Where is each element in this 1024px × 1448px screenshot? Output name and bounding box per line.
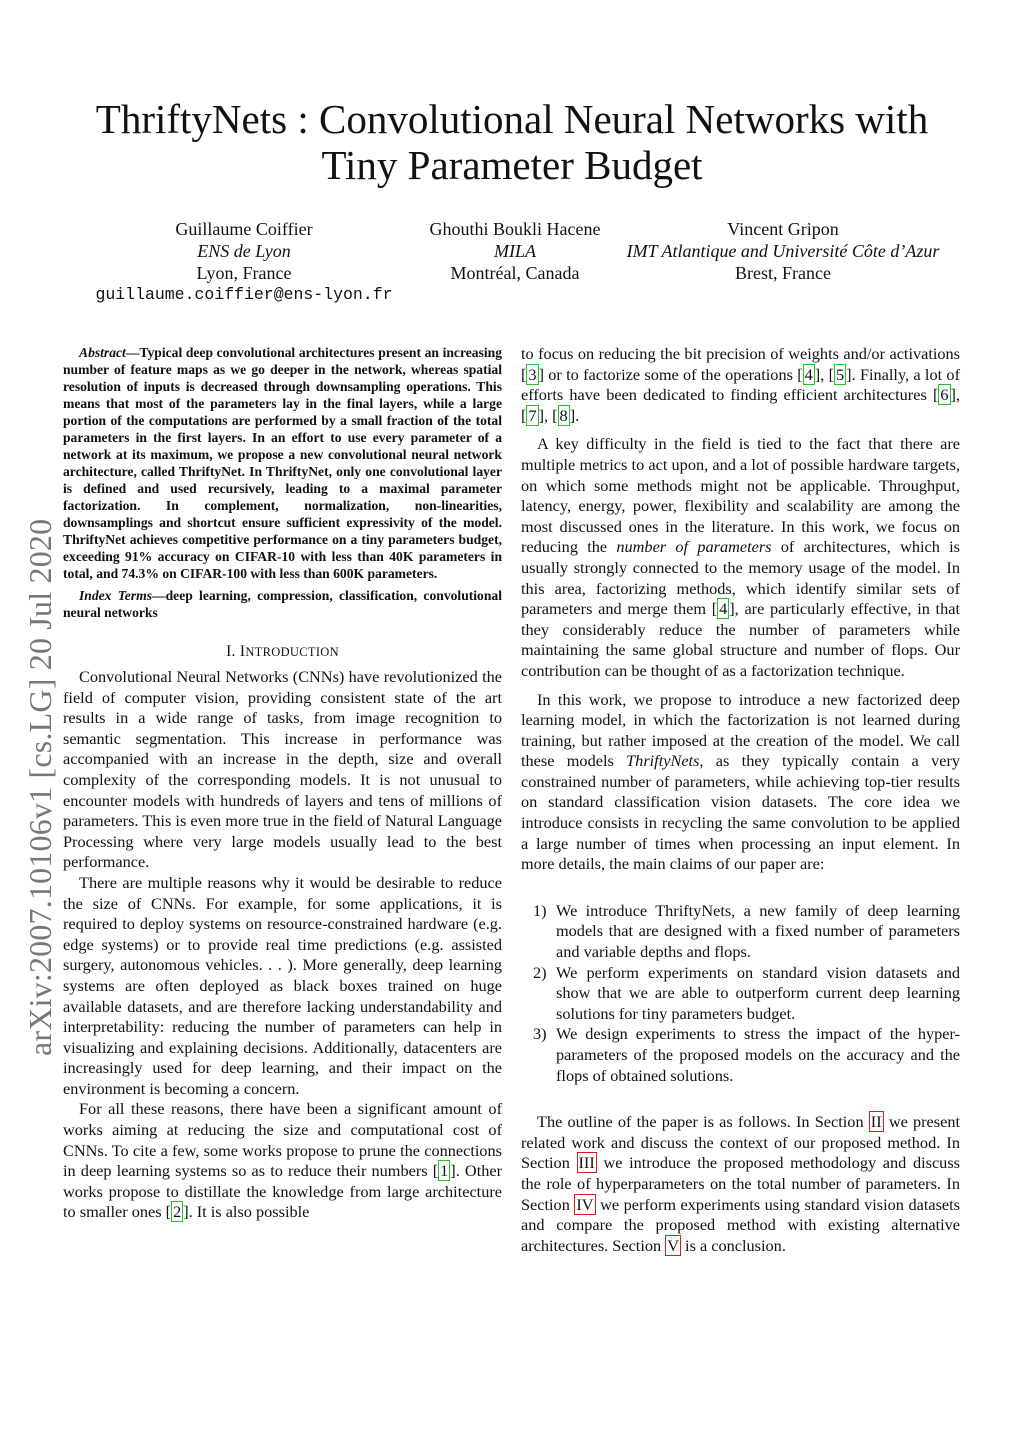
section-number: I. [226, 643, 236, 660]
claims-list [521, 901, 960, 1086]
list-number: 2) [533, 962, 547, 982]
intro-paragraph-2: There are multiple reasons why it would be desirable to reduce the size of CNNs. For example, for some applications, it is required to deploy systems on resource-constrained hardware (e.g. edge systems) or to provide real time predictions (e.g. assisted surgery, autonomous vehicles. . . ). More generally, deep learning systems are often deployed as black boxes trained on huge available datasets, and are therefore lacking understandability and interpretability: reducing the number of parameters can help in visualizing and explaining decisions. Additionally, datacenters are increasingly used for deep learning, and their impact on the environment is becoming a concern. [63, 872, 502, 1098]
intro-paragraph-3-continued: to focus on reducing the bit precision of weights and/or activations [ 3 ] or to factorize some of the operations [ 4 ], [ 5 ]. Finally, a lot of efforts have been dedicated to finding efficient architectures [ 6 ], [ 7 ], [ 8 ]. [521, 344, 960, 425]
text-run: we introduce the proposed methodology and discuss the role of hyperparameters on the total number of parameters. In Section [521, 1153, 960, 1214]
paper-title [40, 96, 984, 188]
text-run: . [575, 405, 580, 425]
left-column [63, 344, 502, 1223]
text-run: , [543, 405, 553, 425]
text-run: . It is also possible [188, 1202, 310, 1222]
text-run: is a conclusion. [680, 1235, 786, 1255]
section-heading-introduction [63, 643, 502, 661]
author-location: Montréal, Canada [450, 263, 580, 283]
outline-paragraph [521, 1112, 960, 1256]
intro-paragraph-1: Convolutional Neural Networks (CNNs) have revolutionized the field of computer vision, providing consistent state of the art results in a wide range of tasks, from image recognition to semantic segmentation. This increase in performance was accompanied with an increase in the depth, size and overall complexity of the corresponding models. It is not unusual to encounter models with hundreds of layers and tens of millions of parameters. This is even more true in the field of Natural Language Processing where very large models usually lead to the best performance. [63, 667, 502, 872]
text-run: , [820, 364, 829, 384]
text-run: . Finally, a lot of efforts have been dedicated to finding efficient architectures [521, 364, 960, 405]
list-item [521, 901, 960, 963]
text-run: of architectures, which is usually strongly connected to the memory usage of the model. In this area, factorizing methods, which identify similar sets of parameters and merge them [521, 537, 960, 619]
author-3 [606, 218, 960, 284]
intro-paragraph-4: A key difficulty in the field is tied to the fact that there are multiple metrics to act upon, and a lot of possible hardware targets, on which some methods might not be applicable. Throughput, latency, energy, power, flexibility and scalability are among the most discussed ones in the literature. In this work, we focus on reducing the number of parameters of architectures, which is usually strongly connected to the memory usage of the model. In this area, factorizing methods, which identify similar sets of parameters and merge them [ 4 ], are particularly effective, in that they considerably reduce the number of parameters while maintaining the same global structure and number of flops. Our contribution can be thought of as a factorization technique. [521, 434, 960, 680]
citation-link[interactable]: 7 [528, 405, 537, 425]
arxiv-stamp: arXiv:2007.10106v1 [cs.LG] 20 Jul 2020 [22, 518, 58, 1056]
abstract-text: —Typical deep convolutional architectures present an increasing number of feature maps as we go deeper in the network, whereas spatial resolution of inputs is decreased through downsampling operations. This means that most of the parameters lay in the final layers, while a large portion of the computations are performed by a small fraction of the total parameters in the first layers. In an effort to use every parameter of a network at its maximum, we propose a new convolutional neural network architecture, called ThriftyNet. In ThriftyNet, only one convolutional layer is defined and used recursively, leading to a maximal parameter factorization. In complement, normalization, non-linearities, downsamplings and shortcut ensure sufficient expressivity of the model. ThriftyNet achieves competitive performance on a tiny parameters budget, exceeding 91% accuracy on CIFAR-10 with less than 40K parameters in total, and 74.3% on CIFAR-100 with less than 600K parameters. [63, 345, 502, 581]
citation-link[interactable]: 3 [528, 364, 537, 384]
section-link[interactable]: IV [576, 1194, 594, 1214]
text-run: . Other works propose to distillate the knowledge from large architecture to smaller ones [63, 1161, 503, 1222]
text-run: A key difficulty in the field is tied to the fact that there are multiple metrics to act upon, and a lot of possible hardware targets, on which some methods might not be applicable. Throughput, latency, energy, power, flexibility and scalability are among the most discussed ones in the literature. In this work, we focus on reducing the [521, 434, 960, 557]
author-affiliation: IMT Atlantique and Université Côte d’Azur [626, 241, 940, 261]
citation-link[interactable]: 4 [719, 599, 728, 619]
text-run: , are particularly effective, in that they considerably reduce the number of parameters while maintaining the same global structure and number of flops. Our contribution can be thought of as a factorization technique. [521, 599, 960, 680]
right-column [521, 344, 960, 1256]
list-item [521, 1024, 960, 1086]
author-block [0, 218, 1024, 308]
title-line-2: Tiny Parameter Budget [321, 142, 703, 188]
emphasis: ThriftyNets [626, 751, 700, 771]
author-name: Guillaume Coiffier [175, 219, 313, 239]
list-text: We perform experiments on standard vision datasets and show that we are able to outperform current deep learning solutions for tiny parameters budget. [556, 962, 960, 1023]
author-name: Ghouthi Boukli Hacene [429, 219, 601, 239]
section-first-letter: I [239, 643, 246, 660]
author-1 [60, 218, 428, 306]
author-2 [400, 218, 630, 284]
author-name: Vincent Gripon [727, 219, 839, 239]
list-item [521, 963, 960, 1025]
citation-link[interactable]: 1 [440, 1161, 449, 1181]
section-link[interactable]: III [578, 1153, 595, 1173]
list-number: 3) [533, 1024, 547, 1044]
text-run: In this work, we propose to introduce a new factorized deep learning model, in which the factorization is not learned during training, but rather imposed at the creation of the model. We call these models [521, 689, 960, 771]
citation-link[interactable]: 4 [804, 364, 813, 384]
author-location: Lyon, France [196, 263, 292, 283]
text-run: we present related work and discuss the context of our proposed method. In Section [521, 1112, 961, 1173]
text-run: , [955, 385, 960, 405]
abstract-label: Abstract [79, 345, 126, 360]
text-run: , as they typically contain a very constrained number of parameters, while achieving top-tier results on standard classification vision datasets. The core idea we introduce consists in recycling the same convolution to be applied a large number of times when processing an input element. In more details, the main claims of our paper are: [521, 751, 961, 874]
citation-link[interactable]: 6 [940, 385, 949, 405]
section-title-rest: NTRODUCTION [245, 645, 339, 659]
index-terms [63, 587, 502, 621]
list-text: We introduce ThriftyNets, a new family of deep learning models that are designed with a fixed number of parameters and variable depths and flops. [556, 900, 960, 962]
section-link[interactable]: II [870, 1112, 882, 1132]
text-run: or to factorize some of the operations [543, 364, 798, 384]
text-run: For all these reasons, there have been a significant amount of works aiming at reducing the size and computational cost of CNNs. To cite a few, some works propose to prune the connections in deep learning systems so as to reduce their numbers [63, 1099, 502, 1181]
index-terms-label: Index Terms [79, 588, 152, 603]
citation-link[interactable]: 2 [173, 1202, 182, 1222]
intro-paragraph-3: For all these reasons, there have been a significant amount of works aiming at reducing the size and computational cost of CNNs. To cite a few, some works propose to prune the connections in deep learning systems so as to reduce their numbers [ 1 ]. Other works propose to distillate the knowledge from large architecture to smaller ones [ 2 ]. It is also possible [63, 1099, 503, 1222]
index-terms-text: —deep learning, compression, classification, convolutional neural networks [63, 588, 502, 620]
emphasis: number of parameters [616, 537, 772, 557]
abstract [63, 344, 502, 582]
text-run: we perform experiments using standard vision datasets and compare the proposed method with existing alternative architectures. Section [521, 1194, 961, 1255]
citation-link[interactable]: 8 [559, 405, 568, 425]
list-text: We design experiments to stress the impact of the hyper-parameters of the proposed models on the accuracy and the flops of obtained solutions. [556, 1024, 960, 1085]
author-location: Brest, France [735, 263, 831, 283]
text-run: to focus on reducing the bit precision of weights and/or activations [521, 344, 960, 363]
section-link[interactable]: V [667, 1235, 679, 1255]
citation-link[interactable]: 5 [836, 364, 845, 384]
intro-paragraph-5 [521, 690, 960, 875]
list-number: 1) [533, 900, 547, 920]
author-affiliation: ENS de Lyon [197, 241, 291, 261]
text-run: The outline of the paper is as follows. In Section [537, 1112, 869, 1132]
author-email[interactable]: guillaume.coiffier@ens-lyon.fr [95, 285, 393, 304]
title-line-1: ThriftyNets : Convolutional Neural Networks with [95, 96, 929, 142]
author-affiliation: MILA [494, 241, 536, 261]
